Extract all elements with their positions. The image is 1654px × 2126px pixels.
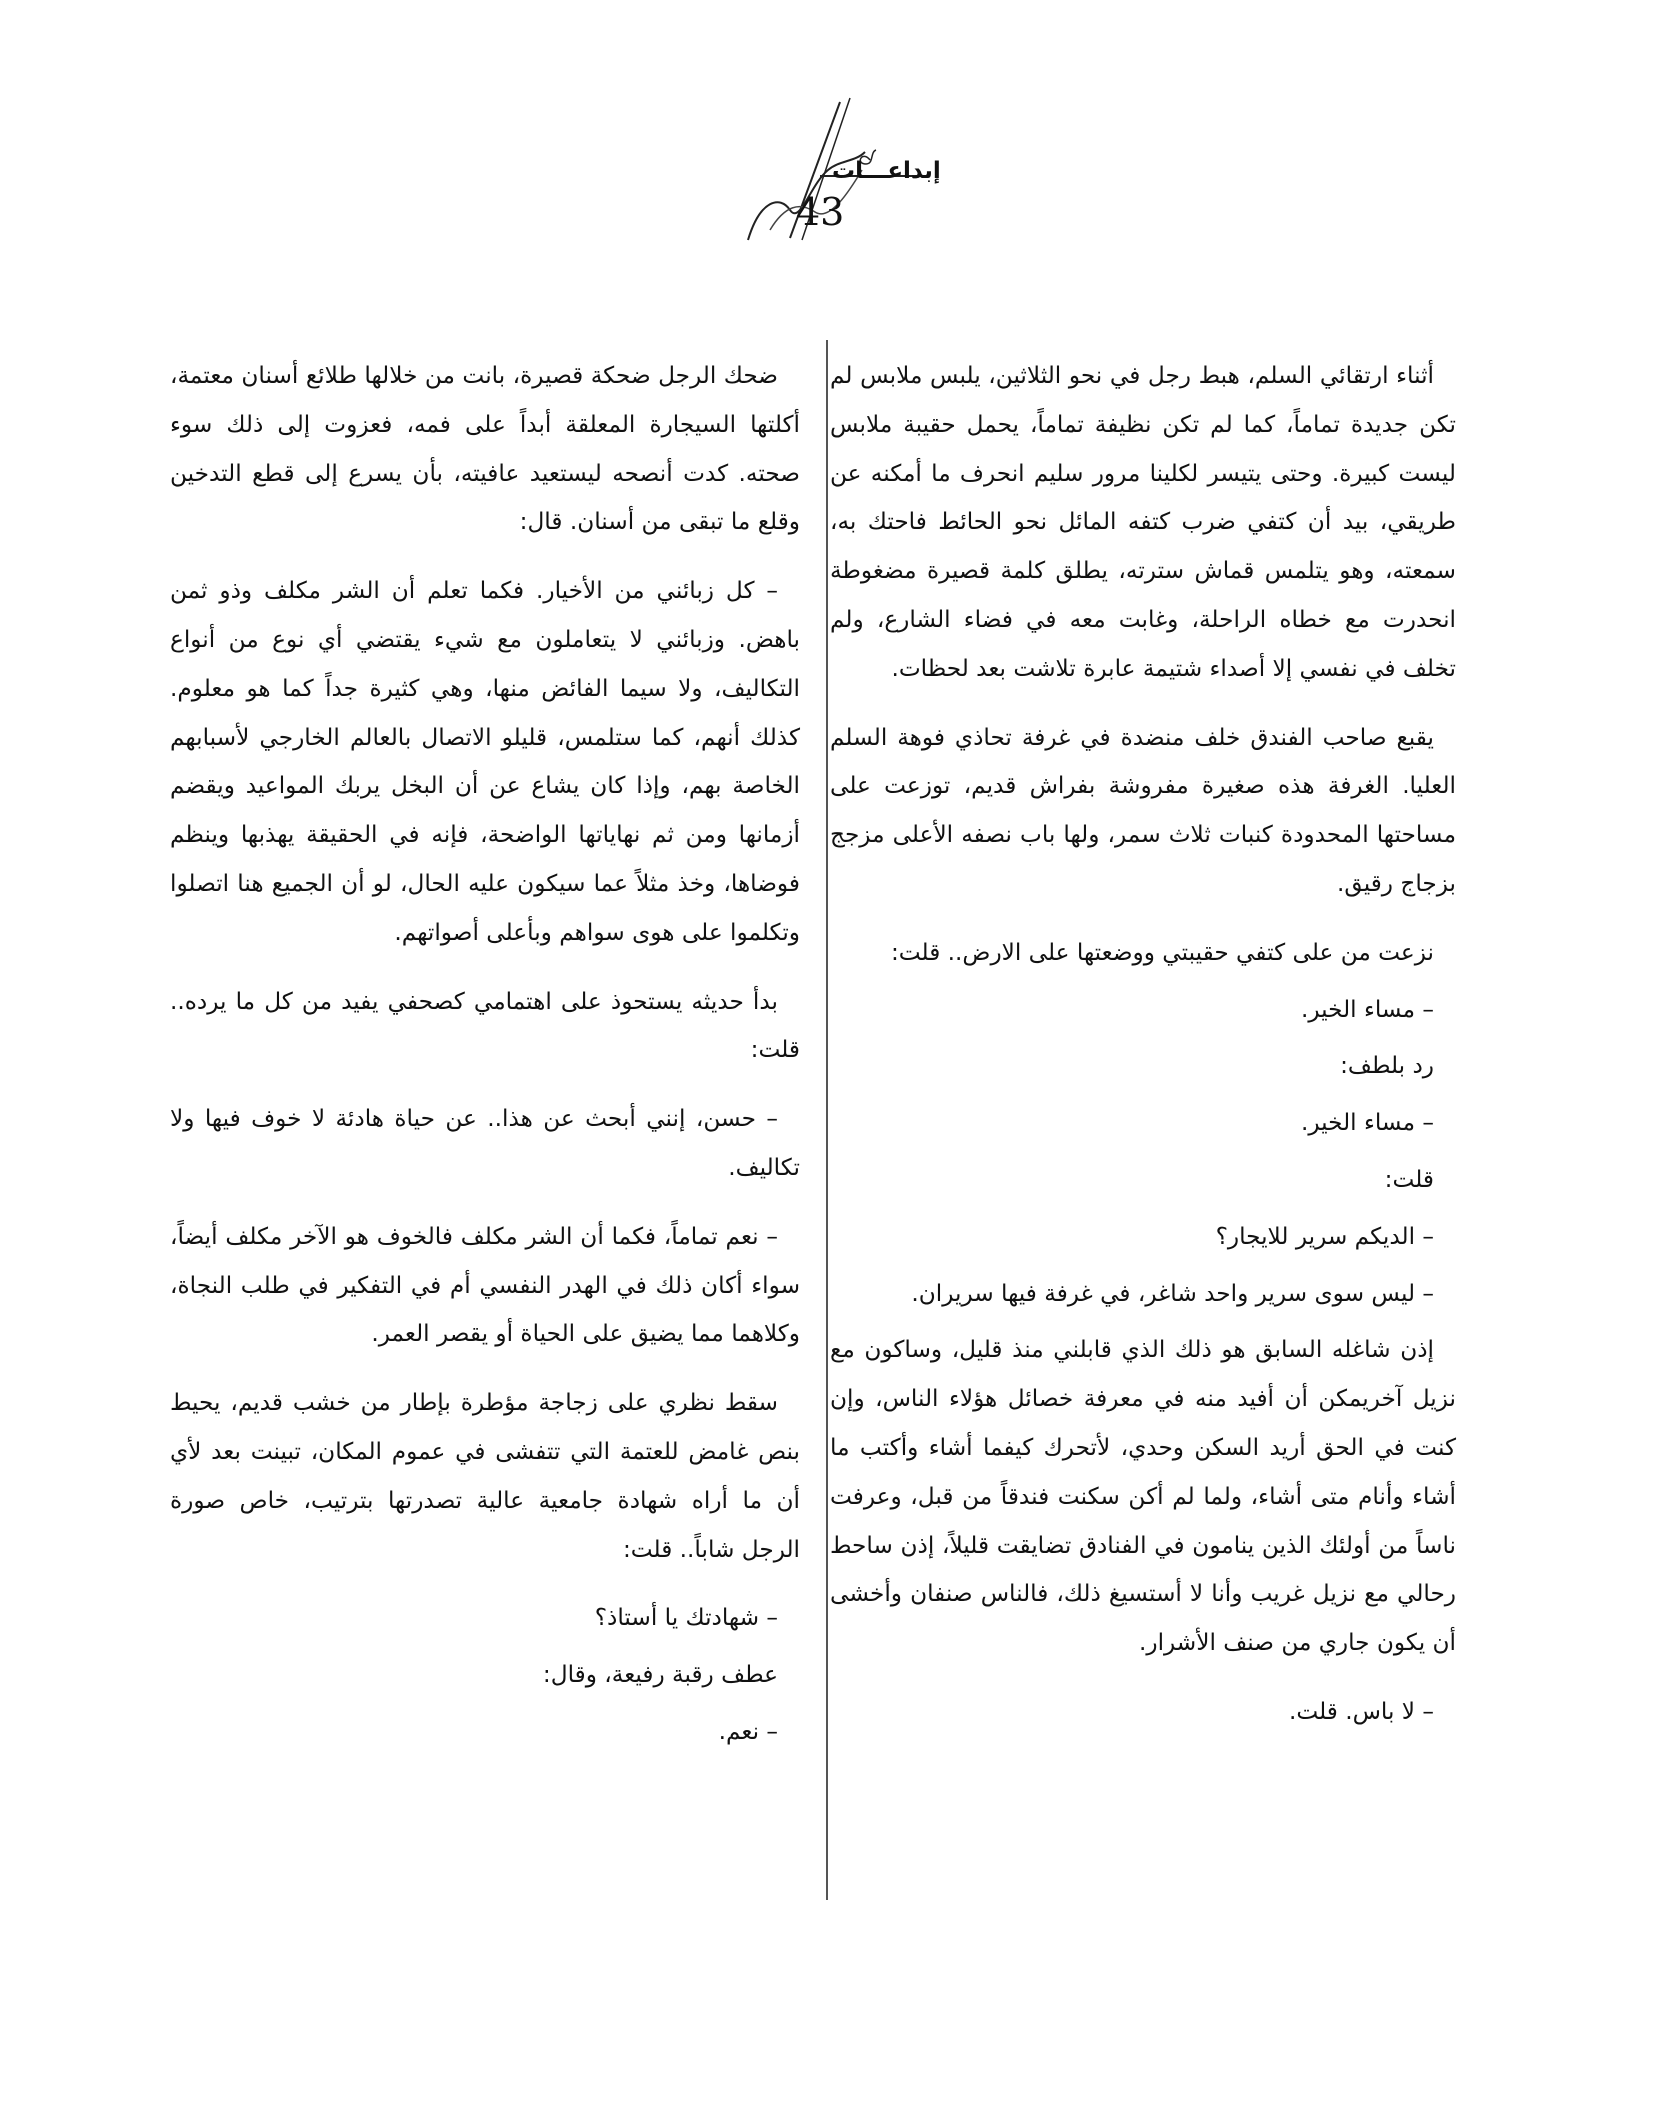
dialogue-line: – ليس سوى سرير واحد شاغر، في غرفة فيها سريران. <box>911 1279 1434 1307</box>
section-name: إبداعـــات <box>832 158 941 184</box>
dialogue-line: – شهادتك يا أستاذ؟ <box>594 1604 778 1632</box>
paragraph: – حسن، إنني أبحث عن هذا.. عن حياة هادئة لا خوف فيها ولا تكاليف. <box>170 1105 800 1181</box>
dialogue-line: رد بلطف: <box>1340 1052 1434 1080</box>
page-number: 43 <box>796 190 845 234</box>
dialogue-line: – لا باس. قلت. <box>1288 1697 1434 1725</box>
dialogue-line: قلت: <box>1384 1165 1434 1193</box>
column-divider <box>826 340 828 1900</box>
dialogue-line: – مساء الخير. <box>1300 1109 1434 1137</box>
paragraph: إذن شاغله السابق هو ذلك الذي قابلني منذ قليل، وساكون مع نزيل آخريمكن أن أفيد منه في معرفة خصائل هؤلاء الناس، وإن كنت في الحق أريد السكن وحدي، لأتحرك كيفما أشاء وأكتب ما أشاء وأنام متى أشاء، ولما لم أكن سكنت فندقاً من قبل، وعرفت ناساً من أولئك الذين ينامون في الفنادق تضايقت قليلاً، إذن ساحط رحالي مع نزيل غريب وأنا لا أستسيغ ذلك، فالناس صنفان وأخشى أن يكون جاري من صنف الأشرار. <box>830 1336 1456 1657</box>
paragraph: بدأ حديثه يستحوذ على اهتمامي كصحفي يفيد من كل ما يرده.. قلت: <box>170 987 800 1064</box>
dialogue-line: نزعت من على كتفي حقيبتي ووضعتها على الارض.. قلت: <box>890 938 1434 966</box>
paragraph: – كل زبائني من الأخيار. فكما تعلم أن الشر مكلف وذو ثمن باهض. وزبائني لا يتعاملون مع شيء يقتضي أي نوع من أنواع التكاليف، ولا سيما الفائض منها، وهي كثيرة جداً كما هو معلوم. كذلك أنهم، كما ستلمس، قليلو الاتصال بالعالم الخارجي لأسبابهم الخاصة بهم، وإذا كان يشاع عن أن البخل يربك المواعيد ويقضم أزمانها ومن ثم نهاياتها الواضحة، فإنه في الحقيقة يهذبها وينظم فوضاها، وخذ مثلاً عما سيكون عليه الحال، لو أن الجميع هنا اتصلوا وتكلموا على هوى سواهم وبأعلى أصواتهم. <box>170 577 800 946</box>
dialogue-line: عطف رقبة رفيعة، وقال: <box>542 1661 778 1689</box>
paragraph: أثناء ارتقائي السلم، هبط رجل في نحو الثلاثين، يلبس ملابس لم تكن جديدة تماماً، كما لم تكن نظيفة تماماً، يحمل حقيبة ملابس ليست كبيرة. وحتى يتيسر لكلينا مرور سليم انحرف ما أمكنه عن طريقي، بيد أن كتفي ضرب كتفه المائل نحو الحائط فاحتك به، سمعته، وهو يتلمس قماش سترته، يطلق كلمة قصيرة مضغوطة انحدرت مع خطاه الراحلة، وغابت معه في فضاء الشارع، ولم تخلف في نفسي إلا أصداء شتيمة عابرة تلاشت بعد لحظات. <box>830 362 1456 682</box>
dialogue-line: – نعم. <box>718 1717 778 1745</box>
page-header <box>0 0 1654 270</box>
dialogue-line: – مساء الخير. <box>1300 995 1434 1023</box>
dialogue-line: – الديكم سرير للايجار؟ <box>1215 1222 1434 1250</box>
paragraph: – نعم تماماً، فكما أن الشر مكلف فالخوف هو الآخر مكلف أيضاً، سواء أكان ذلك في الهدر النفسي أم في التفكير في طلب النجاة، وكلاهما مما يضيق على الحياة أو يقصر العمر. <box>170 1222 800 1348</box>
right-column <box>830 352 1456 1737</box>
paragraph: يقبع صاحب الفندق خلف منضدة في غرفة تحاذي فوهة السلم العليا. الغرفة هذه صغيرة مفروشة بفراش قديم، توزعت على مساحتها المحدودة كنبات ثلاث سمر، ولها باب نصفه الأعلى مزجج بزجاج رقيق. <box>830 723 1456 897</box>
paragraph: سقط نظري على زجاجة مؤطرة بإطار من خشب قديم، يحيط بنص غامض للعتمة التي تتفشى في عموم المكان، تبينت بعد لأي أن ما أراه شهادة جامعية عالية تصدرتها بترتيب، خاص صورة الرجل شاباً.. قلت: <box>170 1389 800 1563</box>
left-column <box>170 352 800 1757</box>
paragraph: ضحك الرجل ضحكة قصيرة، بانت من خلالها طلائع أسنان معتمة، أكلتها السيجارة المعلقة أبداً على فمه، فعزوت إلى ذلك سوء صحته. كدت أنصحه ليستعيد عافيته، بأن يسرع إلى قطع التدخين وقلع ما تبقى من أسنان. قال: <box>170 362 800 536</box>
